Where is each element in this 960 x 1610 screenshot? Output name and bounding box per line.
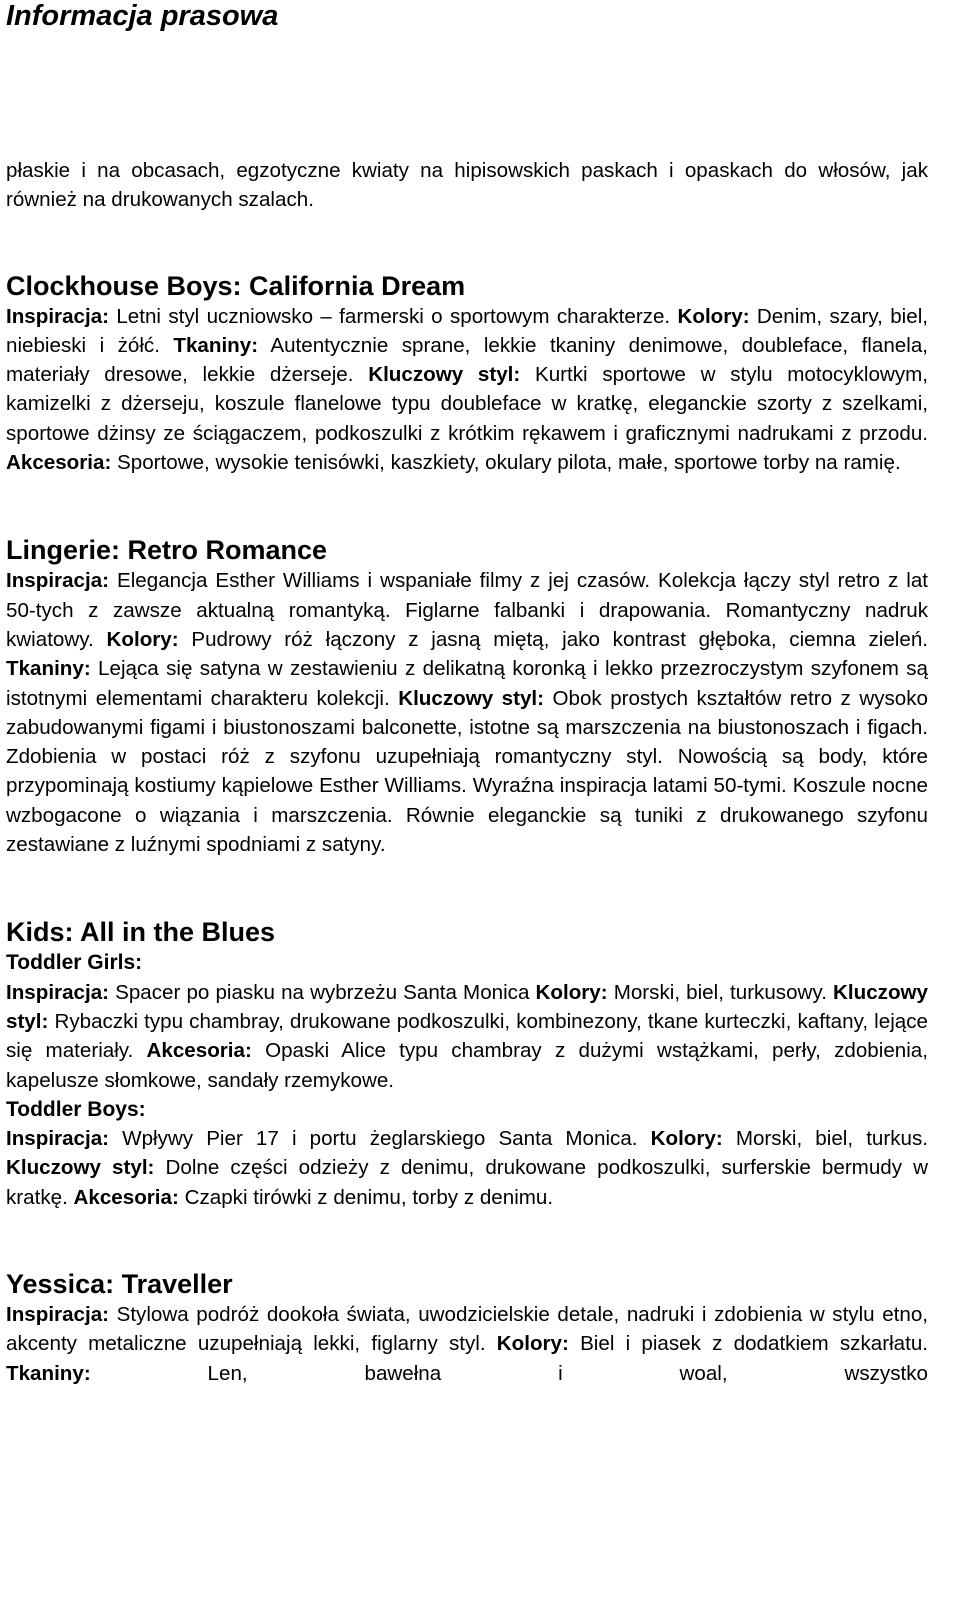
text-key-style: Rybaczki typu chambray, drukowane podkoszulki, kombinezony, tkane kurteczki, kaftany, lejące się materiały.	[6, 1009, 928, 1063]
clockhouse-paragraph	[6, 302, 928, 478]
section-title-kids: Kids: All in the Blues	[6, 917, 276, 948]
label-inspiration: Inspiracja:	[6, 304, 110, 328]
section-clockhouse	[6, 271, 928, 478]
label-key-style: Kluczowy styl:	[368, 363, 521, 387]
label-fabrics: Tkaniny:	[6, 657, 91, 681]
toddler-boys-paragraph	[6, 1124, 928, 1212]
label-inspiration: Inspiracja:	[6, 980, 110, 1004]
document-page	[6, 0, 928, 1388]
text-inspiration: Stylowa podróż dookoła świata, uwodzicielskie detale, nadruki i zdobienia w stylu etno, akcenty metaliczne uzupełniają lekki, figlarny styl.	[6, 1303, 928, 1356]
label-inspiration: Inspiracja:	[6, 1303, 110, 1327]
text-fabrics: Lejąca się satyna w zestawieniu z delikatną koronką i lekko przezroczystym szyfonem są istotnymi elementami charakteru kolekcji.	[6, 657, 928, 710]
text-colors: Morski, biel, turkus.	[722, 1127, 928, 1151]
text-accessories: Opaski Alice typu chambray z dużymi wstążkami, perły, zdobienia, kapelusze słomkowe, sandały rzemykowe.	[6, 1039, 928, 1092]
text-inspiration: Letni styl uczniowsko – farmerski o sportowym charakterze.	[109, 304, 678, 328]
section-yessica	[6, 1269, 928, 1388]
label-key-style: Kluczowy styl:	[6, 1156, 155, 1180]
text-inspiration: Elegancja Esther Williams i wspaniałe filmy z jej czasów. Kolekcja łączy styl retro z lat 50-tych z zawsze aktualną romantyką. Figlarne falbanki i drapowania. Romantyczny nadruk kwiatowy.	[6, 569, 928, 651]
label-accessories: Akcesoria:	[6, 451, 112, 475]
section-kids	[6, 917, 928, 1212]
section-lingerie	[6, 535, 928, 859]
label-key-style: Kluczowy styl:	[6, 980, 928, 1033]
text-accessories: Czapki tirówki z denimu, torby z denimu.	[178, 1185, 554, 1209]
text-fabrics: Len, bawełna i woal, wszystko	[90, 1361, 928, 1385]
label-colors: Kolory:	[650, 1127, 723, 1151]
label-colors: Kolory:	[106, 627, 179, 651]
text-inspiration: Wpływy Pier 17 i portu żeglarskiego Santa Monica.	[109, 1127, 651, 1151]
text-key-style: Obok prostych kształtów retro z wysoko zabudowanymi figami i biustonoszami balconette, istotne są marszczenia na biustonoszach i figach. Zdobienia w postaci róż z szyfonu uzupełniają romantyczny styl. Nowością są body, które przypominają kostiumy kąpielowe Esther Williams. Wyraźna inspiracja latami 50-tymi. Koszule nocne wzbogacone o wiązania i marszczenia. Równie eleganckie są tuniki z drukowanego szyfonu zestawiane z luźnymi spodniami z satyny.	[6, 686, 928, 857]
label-inspiration: Inspiracja:	[6, 569, 110, 593]
text-inspiration: Spacer po piasku na wybrzeżu Santa Monica	[109, 980, 536, 1004]
lingerie-paragraph	[6, 566, 928, 859]
document-header-title: Informacja prasowa	[6, 0, 279, 32]
section-title-clockhouse: Clockhouse Boys: California Dream	[6, 270, 466, 301]
label-key-style: Kluczowy styl:	[398, 686, 545, 710]
text-colors: Denim, szary, biel, niebieski i żółć.	[6, 304, 928, 357]
label-accessories: Akcesoria:	[146, 1039, 252, 1063]
text-fabrics: Autentycznie sprane, lekkie tkaniny denimowe, doubleface, flanela, materiały dresowe, lekkie dżerseje.	[6, 333, 928, 387]
label-colors: Kolory:	[535, 980, 608, 1004]
label-fabrics: Tkaniny:	[173, 333, 259, 357]
section-title-yessica: Yessica: Traveller	[6, 1269, 233, 1300]
label-accessories: Akcesoria:	[73, 1185, 179, 1209]
label-colors: Kolory:	[496, 1332, 569, 1356]
text-colors: Morski, biel, turkusowy.	[607, 980, 834, 1004]
intro-paragraph: płaskie i na obcasach, egzotyczne kwiaty na hipisowskich paskach i opaskach do włosów, jak również na drukowanych szalach.	[6, 159, 928, 212]
text-accessories: Sportowe, wysokie tenisówki, kaszkiety, okulary pilota, małe, sportowe torby na ramię.	[111, 451, 901, 475]
yessica-paragraph	[6, 1300, 928, 1388]
label-fabrics: Tkaniny:	[6, 1361, 91, 1385]
label-colors: Kolory:	[677, 304, 750, 328]
text-colors: Pudrowy róż łączony z jasną miętą, jako kontrast głęboka, ciemna zieleń.	[178, 627, 928, 651]
text-key-style: Kurtki sportowe w stylu motocyklowym, kamizelki z dżerseju, koszule flanelowe typu doubleface w kratkę, eleganckie szorty z szelkami, sportowe dżinsy ze ściągaczem, podkoszulki z krótkim rękawem i graficznymi nadrukami z przodu.	[6, 363, 929, 445]
text-colors: Biel i piasek z dodatkiem szkarłatu.	[568, 1332, 928, 1356]
text-key-style: Dolne części odzieży z denimu, drukowane podkoszulki, surferskie bermudy w kratkę.	[6, 1156, 928, 1209]
section-title-lingerie: Lingerie: Retro Romance	[6, 535, 328, 566]
toddler-girls-paragraph	[6, 978, 928, 1095]
subtitle-toddler-boys: Toddler Boys:	[6, 1097, 146, 1121]
subtitle-toddler-girls: Toddler Girls:	[6, 951, 143, 975]
label-inspiration: Inspiracja:	[6, 1127, 110, 1151]
